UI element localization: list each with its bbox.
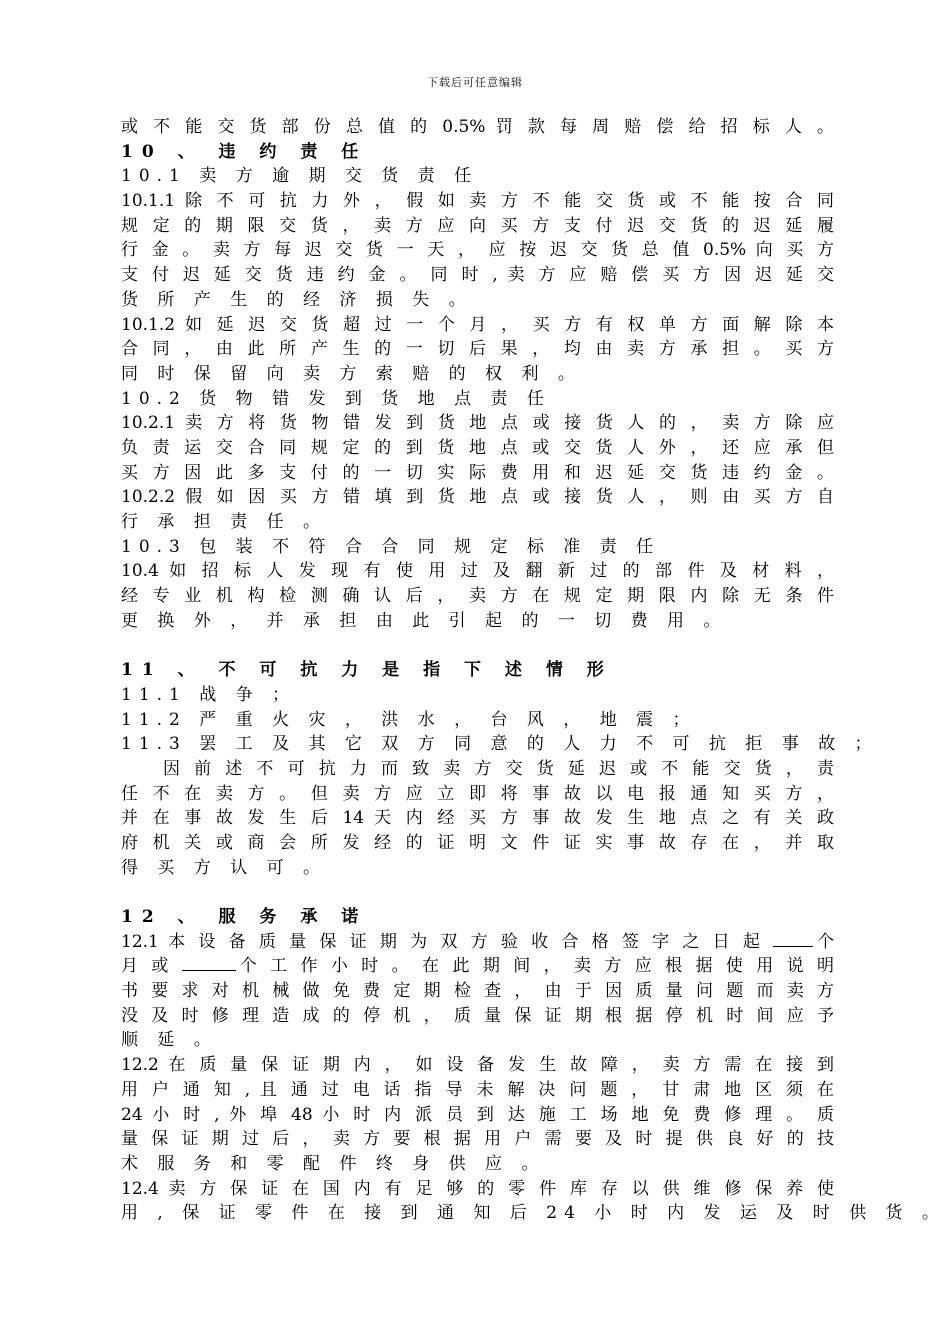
text-segment: 月 或	[121, 956, 173, 977]
text-line: 因 前 述 不 可 抗 力 而 致 卖 方 交 货 延 迟 或 不 能 交 货 ， 责	[163, 758, 834, 779]
text-line: 11.2 严 重 火 灾 ， 洪 水 ， 台 风 ， 地 震 ；	[121, 709, 697, 730]
text-line: 得 买 方 认 可 。	[121, 857, 328, 878]
text-line: 行 承 担 责 任 。	[121, 512, 328, 532]
text-line: 货 所 产 生 的 经 济 损 失 。	[121, 289, 473, 310]
text-line: 10.2.2 假 如 因 买 方 错 填 到 货 地 点 或 接 货 人 ， 则 由 买 方 自	[121, 487, 834, 508]
fill-in-blank	[773, 930, 813, 947]
text-line: 12.4 卖 方 保 证 在 国 内 有 足 够 的 零 件 库 存 以 供 维 修 保 养 使	[121, 1178, 835, 1199]
text-line-with-blank	[121, 954, 834, 979]
page-header: 下载后可任意编辑	[427, 76, 523, 89]
text-line: 量 保 证 期 过 后 ， 卖 方 要 根 据 用 户 需 要 及 时 提 供 良 好 的 技	[121, 1129, 834, 1150]
text-line: 术 服 务 和 零 配 件 终 身 供 应 。	[121, 1153, 546, 1174]
section-heading-10: 10 、 违 约 责 任	[121, 141, 368, 162]
text-line: 12.2 在 质 量 保 证 期 内 ， 如 设 备 发 生 故 障 ， 卖 方 需 在 接 到	[121, 1055, 835, 1076]
text-line: 11.1 战 争 ；	[121, 684, 297, 705]
text-line: 合 同 ， 由 此 所 产 生 的 一 切 后 果 ， 均 由 卖 方 承 担 。 买 方	[121, 339, 834, 360]
text-line: 更 换 外 ， 并 承 担 由 此 引 起 的 一 切 费 用 。	[121, 610, 728, 631]
text-line: 10.1 卖 方 逾 期 交 货 责 任	[121, 166, 479, 187]
text-line: 10.2.1 卖 方 将 货 物 错 发 到 货 地 点 或 接 货 人 的 ， 卖 方 除 应	[121, 413, 834, 434]
text-line: 24 小 时 , 外 埠 48 小 时 内 派 员 到 达 施 工 场 地 免 费 修 理 。 质	[121, 1104, 834, 1125]
text-line: 用 户 通 知 , 且 通 过 电 话 指 导 未 解 决 问 题 ， 甘 肃 地 区 须 在	[121, 1079, 834, 1100]
blank-line	[121, 880, 834, 905]
text-line: 顺 延 。	[121, 1030, 218, 1051]
text-line: 10.2 货 物 错 发 到 货 地 点 责 任	[121, 388, 551, 409]
text-line: 11.3 罢 工 及 其 它 双 方 同 意 的 人 力 不 可 抗 拒 事 故 ；	[121, 734, 879, 755]
blank-line	[121, 633, 834, 658]
text-line: 府 机 关 或 商 会 所 发 经 的 证 明 文 件 证 实 事 故 存 在 ， 并 取	[121, 832, 834, 853]
section-heading-11: 11 、 不 可 抗 力 是 指 下 述 情 形	[121, 660, 613, 681]
text-line: 用 , 保 证 零 件 在 接 到 通 知 后 24 小 时 内 发 运 及 时 供 货 。	[121, 1203, 946, 1224]
text-segment: 个	[813, 931, 834, 952]
text-line: 10.3 包 装 不 符 合 合 同 规 定 标 准 责 任	[121, 536, 661, 557]
text-line: 没 及 时 修 理 造 成 的 停 机 ， 质 量 保 证 期 根 据 停 机 时 间 应 予	[121, 1005, 834, 1026]
text-line: 行 金 。 卖 方 每 迟 交 货 一 天 ， 应 按 迟 交 货 总 值 0.5% 向 买 方	[121, 240, 834, 261]
text-segment: 个 工 作 小 时 。 在 此 期 间 ， 卖 方 应 根 据 使 用 说 明	[235, 956, 835, 977]
text-line: 任 不 在 卖 方 。 但 卖 方 应 立 即 将 事 故 以 电 报 通 知 买 方 ，	[121, 783, 834, 804]
text-line: 规 定 的 期 限 交 货 ， 卖 方 应 向 买 方 支 付 迟 交 货 的 迟 延 履	[121, 215, 834, 236]
text-line: 负 责 运 交 合 同 规 定 的 到 货 地 点 或 交 货 人 外 ， 还 应 承 但	[121, 437, 834, 458]
text-line-with-blank	[121, 930, 834, 955]
text-segment: 12.1 本 设 备 质 量 保 证 期 为 双 方 验 收 合 格 签 字 之 日 起	[121, 931, 764, 952]
text-line: 并 在 事 故 发 生 后 14 天 内 经 买 方 事 故 发 生 地 点 之 有 关 政	[121, 808, 834, 829]
text-line: 或 不 能 交 货 部 份 总 值 的 0.5% 罚 款 每 周 赔 偿 给 招 标 人 。	[121, 117, 834, 137]
text-line: 支 付 迟 延 交 货 违 约 金 。 同 时 , 卖 方 应 赔 偿 买 方 因 迟 延 交	[121, 265, 834, 286]
text-line: 经 专 业 机 构 检 测 确 认 后 ， 卖 方 在 规 定 期 限 内 除 无 条 件	[121, 586, 834, 607]
fill-in-blank	[182, 954, 236, 971]
text-line: 10.4 如 招 标 人 发 现 有 使 用 过 及 翻 新 过 的 部 件 及 材 料 ，	[121, 561, 834, 582]
document-body	[121, 115, 946, 1226]
text-line: 书 要 求 对 机 械 做 免 费 定 期 检 查 ， 由 于 因 质 量 问 题 而 卖 方	[121, 981, 834, 1002]
text-line: 10.1.2 如 延 迟 交 货 超 过 一 个 月 ， 买 方 有 权 单 方 面 解 除 本	[121, 314, 834, 335]
text-line: 买 方 因 此 多 支 付 的 一 切 实 际 费 用 和 迟 延 交 货 违 约 金 。	[121, 462, 834, 483]
text-line: 同 时 保 留 向 卖 方 索 赔 的 权 利 。	[121, 363, 582, 384]
text-line: 10.1.1 除 不 可 抗 力 外 ， 假 如 卖 方 不 能 交 货 或 不 能 按 合 同	[121, 191, 834, 212]
section-heading-12: 12 、 服 务 承 诺	[121, 907, 368, 927]
